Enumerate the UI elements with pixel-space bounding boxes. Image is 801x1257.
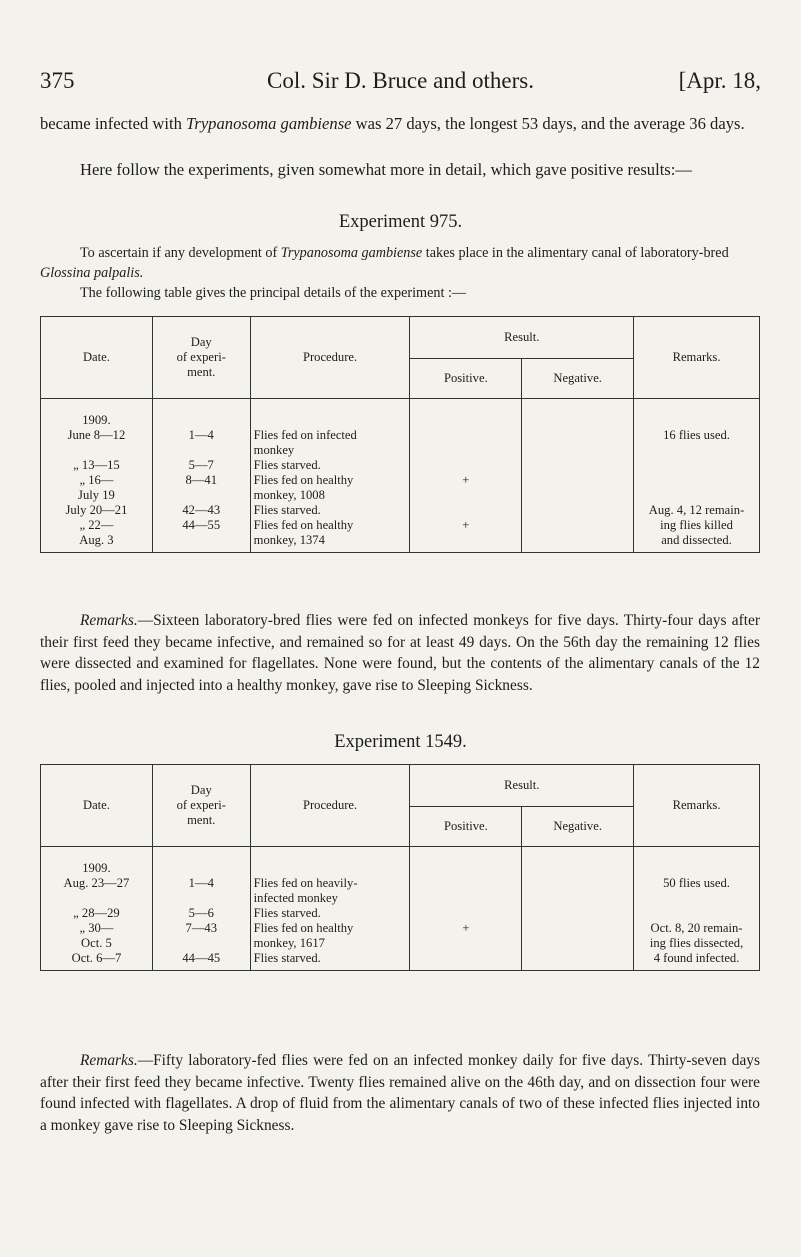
cell-line: 50 flies used.	[663, 876, 730, 890]
experiment-1549-remarks: Remarks.—Fifty laboratory-fed flies were fed on an infected monkey daily for five days. Thirty-seven days after their first feed they became infective. Twenty flies remained alive on the 46th day, and on dissection four were found infected with flagellates. A drop of fluid from the alimentary canals of two of these infected flies injected into a monkey gave rise to Sleeping Sickness.	[40, 1052, 760, 1134]
cell-line: July 20—21	[65, 503, 128, 517]
cell-line: 44—45	[182, 951, 221, 965]
negative-cell	[522, 399, 634, 553]
cell-line: „ 28—29	[73, 906, 120, 920]
cell-line	[637, 473, 756, 488]
cell-line	[413, 891, 518, 906]
cell-line: „ 16—	[79, 473, 114, 487]
negative-cell	[522, 847, 634, 971]
cell-line: 1909.	[82, 413, 111, 427]
cell-line: monkey, 1374	[253, 533, 325, 547]
cell-line: Flies fed on healthy	[253, 518, 354, 532]
experiment-975-intro: To ascertain if any development of Trypanosoma gambiense takes place in the alimentary canal of laboratory-bred Glossina palpalis.	[40, 245, 729, 281]
cell-line: Aug. 3	[79, 533, 114, 547]
cell-line: „ 22—	[79, 518, 114, 532]
cell-line	[156, 413, 247, 428]
cell-line	[413, 503, 518, 518]
cell-line: 7—43	[185, 921, 217, 935]
cell-line: Flies fed on infected	[253, 428, 357, 442]
cell-line	[637, 861, 756, 876]
day-cell	[152, 847, 250, 971]
cell-line	[525, 876, 630, 891]
cell-line: 5—7	[188, 458, 214, 472]
cell-line	[156, 488, 247, 503]
positive-cell	[410, 399, 522, 553]
cell-line: +	[462, 473, 470, 487]
cell-line: 16 flies used.	[663, 428, 730, 442]
running-title: Col. Sir D. Bruce and others.	[266, 68, 534, 93]
running-header	[40, 68, 761, 98]
cell-line: and dissected.	[661, 533, 732, 547]
cell-line	[156, 861, 247, 876]
cell-line: „ 30—	[79, 921, 114, 935]
cell-line: Oct. 6—7	[71, 951, 122, 965]
cell-line	[156, 936, 247, 951]
cell-line: ing flies killed	[660, 518, 733, 532]
remarks-cell	[634, 399, 760, 553]
remarks-cell	[634, 847, 760, 971]
experiment-975-title: Experiment 975.	[338, 212, 463, 232]
col-remarks: Remarks.	[634, 765, 760, 847]
col-positive: Positive.	[410, 359, 522, 399]
date-cell	[41, 399, 153, 553]
page-number: 375	[40, 68, 75, 93]
cell-line: „ 13—15	[73, 458, 120, 472]
cell-line: monkey, 1617	[253, 936, 325, 950]
col-negative: Negative.	[522, 807, 634, 847]
experiment-975-intro-2: The following table gives the principal details of the experiment :—	[80, 285, 467, 301]
issue-date: [Apr. 18,	[678, 68, 761, 93]
cell-line	[637, 488, 756, 503]
species-name: Trypanosoma gambiense	[186, 114, 352, 133]
experiment-975-table	[40, 316, 760, 553]
experiment-1549-table	[40, 764, 760, 971]
cell-line: infected monkey	[253, 891, 338, 905]
cell-line: ing flies dissected,	[649, 936, 744, 950]
cell-line: July 19	[78, 488, 115, 502]
positive-cell	[410, 847, 522, 971]
cell-line	[525, 503, 630, 518]
cell-line	[254, 861, 407, 876]
cell-line	[637, 906, 756, 921]
cell-line: 1909.	[82, 861, 111, 875]
cell-line: Aug. 23—27	[63, 876, 130, 890]
cell-line: +	[462, 921, 470, 935]
col-procedure: Procedure.	[250, 765, 410, 847]
date-cell	[41, 847, 153, 971]
cell-line	[525, 921, 630, 936]
cell-line: June 8—12	[67, 428, 126, 442]
cell-line	[413, 951, 518, 966]
cell-line	[413, 936, 518, 951]
cell-line	[637, 413, 756, 428]
col-day: Day of experi- ment.	[152, 765, 250, 847]
cell-line	[44, 443, 149, 458]
cell-line	[413, 533, 518, 548]
cell-line: Flies fed on healthy	[253, 921, 354, 935]
col-date: Date.	[41, 765, 153, 847]
day-cell	[152, 399, 250, 553]
cell-line	[525, 443, 630, 458]
cell-line	[44, 891, 149, 906]
cell-line	[525, 891, 630, 906]
cell-line	[413, 458, 518, 473]
cell-line	[525, 458, 630, 473]
cell-line: Oct. 8, 20 remain-	[650, 921, 743, 935]
cell-line: 4 found infected.	[653, 951, 740, 965]
cell-line	[525, 861, 630, 876]
col-date: Date.	[41, 317, 153, 399]
cell-line: Flies starved.	[253, 906, 321, 920]
col-negative: Negative.	[522, 359, 634, 399]
cell-line: 5—6	[188, 906, 214, 920]
cell-line: Flies fed on healthy	[253, 473, 354, 487]
experiment-975-remarks: Remarks.—Sixteen laboratory-bred flies were fed on infected monkeys for five days. Thirty-four days after their first feed they became infective, and remained so for at least 49 days. On the 56th day the remaining 12 flies were dissected and examined for flagellates. None were found, but the contents of the alimentary canals of the 12 flies, pooled and injected into a healthy monkey, gave rise to Sleeping Sickness.	[40, 612, 760, 694]
cell-line	[413, 876, 518, 891]
cell-line	[637, 443, 756, 458]
cell-line	[413, 443, 518, 458]
opening-paragraph: became infected with Trypanosoma gambiense was 27 days, the longest 53 days, and the average 36 days.	[40, 114, 745, 133]
cell-line	[525, 518, 630, 533]
cell-line	[156, 891, 247, 906]
cell-line	[637, 891, 756, 906]
cell-line: monkey, 1008	[253, 488, 325, 502]
procedure-cell	[250, 399, 410, 553]
cell-line: 8—41	[185, 473, 217, 487]
col-procedure: Procedure.	[250, 317, 410, 399]
cell-line: 42—43	[182, 503, 221, 517]
cell-line: Oct. 5	[81, 936, 112, 950]
col-remarks: Remarks.	[634, 317, 760, 399]
cell-line	[525, 413, 630, 428]
col-result: Result.	[410, 317, 634, 359]
cell-line	[637, 458, 756, 473]
cell-line	[413, 488, 518, 503]
cell-line: 1—4	[188, 876, 214, 890]
cell-line	[525, 473, 630, 488]
experiment-1549-title: Experiment 1549.	[334, 732, 467, 752]
cell-line	[413, 428, 518, 443]
cell-line: Flies fed on heavily-	[253, 876, 358, 890]
cell-line: 1—4	[188, 428, 214, 442]
cell-line	[413, 861, 518, 876]
cell-line	[413, 413, 518, 428]
cell-line: Aug. 4, 12 remain-	[648, 503, 745, 517]
cell-line: +	[462, 518, 470, 532]
cell-line	[525, 533, 630, 548]
intro-paragraph: Here follow the experiments, given somewhat more in detail, which gave positive results:—	[80, 160, 692, 179]
cell-line	[525, 488, 630, 503]
cell-line	[413, 906, 518, 921]
cell-line: Flies starved.	[253, 951, 321, 965]
cell-line	[525, 936, 630, 951]
cell-line	[156, 443, 247, 458]
cell-line	[254, 413, 407, 428]
cell-line: Flies starved.	[253, 458, 321, 472]
col-result: Result.	[410, 765, 634, 807]
cell-line: 44—55	[182, 518, 221, 532]
cell-line	[525, 428, 630, 443]
cell-line	[525, 951, 630, 966]
cell-line	[525, 906, 630, 921]
procedure-cell	[250, 847, 410, 971]
col-day: Day of experi- ment.	[152, 317, 250, 399]
cell-line: Flies starved.	[253, 503, 321, 517]
cell-line	[156, 533, 247, 548]
cell-line: monkey	[253, 443, 295, 457]
col-positive: Positive.	[410, 807, 522, 847]
